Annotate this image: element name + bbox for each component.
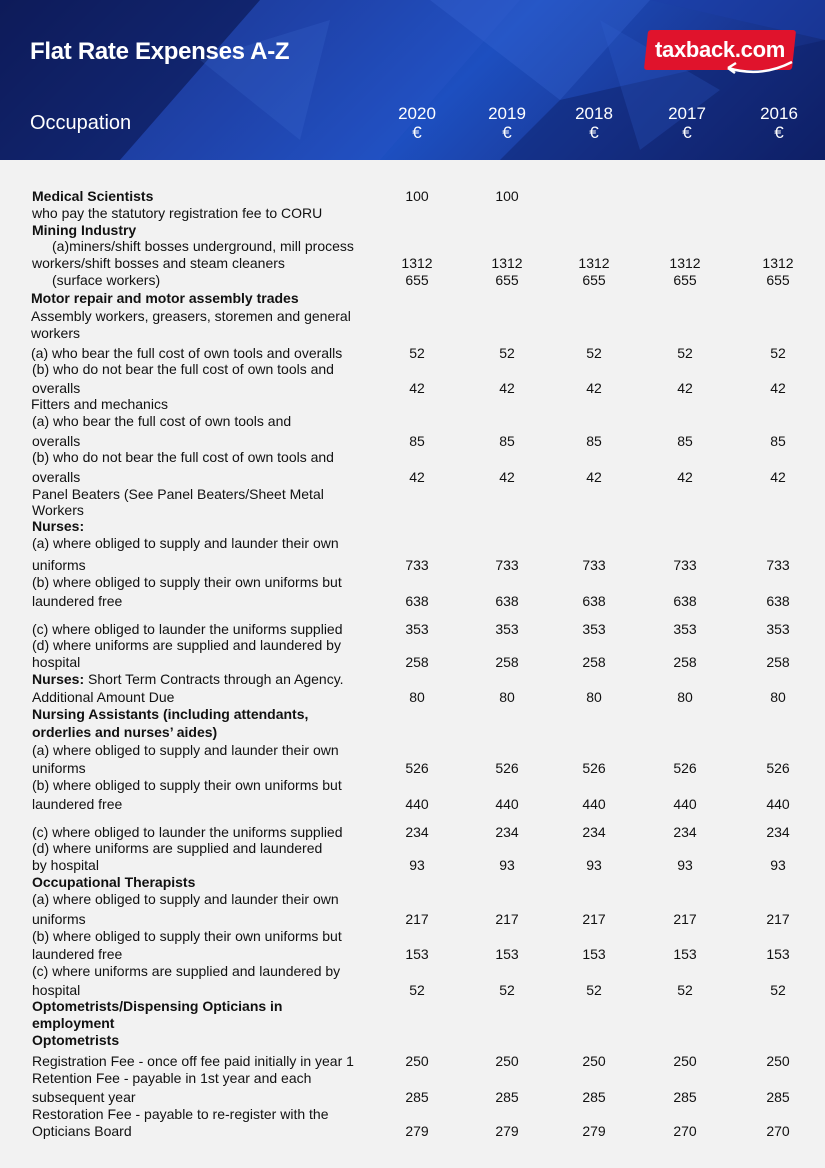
amount-cell: 285 [582, 1089, 606, 1105]
occupation-line: employment [32, 1015, 115, 1031]
occupation-line: Fitters and mechanics [31, 396, 168, 412]
occupation-line: laundered free [32, 593, 123, 609]
amount-cell: 42 [499, 469, 515, 485]
amount-cell: 42 [586, 469, 602, 485]
year-label: 2018 [575, 104, 613, 123]
occupation-line: orderlies and nurses’ aides) [32, 724, 218, 740]
occupation-line: (b) where obliged to supply their own uniforms but [32, 777, 342, 793]
occupation-line: (a) where obliged to supply and launder their own [32, 535, 339, 551]
amount-cell: 655 [582, 272, 606, 288]
occupation-line: Optometrists/Dispensing Opticians in [32, 998, 283, 1014]
amount-cell: 52 [770, 345, 786, 361]
amount-cell: 733 [766, 557, 790, 573]
occupation-line: (a) where obliged to supply and launder their own [32, 742, 339, 758]
occupation-line: Nurses: [32, 518, 85, 534]
amount-cell: 655 [495, 272, 519, 288]
amount-cell: 285 [495, 1089, 519, 1105]
occupation-line: (b) where obliged to supply their own uniforms but [32, 574, 342, 590]
amount-cell: 42 [499, 380, 515, 396]
amount-cell: 42 [409, 380, 425, 396]
occupation-line: laundered free [32, 946, 123, 962]
year-column-header [477, 104, 537, 142]
occupation-line: subsequent year [32, 1089, 136, 1105]
occupation-line: (surface workers) [52, 272, 161, 288]
amount-cell: 217 [766, 911, 790, 927]
amount-cell: 93 [409, 857, 425, 873]
amount-cell: 100 [495, 188, 519, 204]
occupation-line: workers/shift bosses and steam cleaners [32, 255, 285, 271]
occupation-line: Assembly workers, greasers, storemen and general [31, 308, 351, 324]
year-column-header [387, 104, 447, 142]
occupation-header: Occupation [30, 112, 132, 134]
amount-cell: 638 [582, 593, 606, 609]
occupation-line: (b) who do not bear the full cost of own tools and [32, 361, 334, 377]
amount-cell: 353 [673, 621, 697, 637]
amount-cell: 638 [766, 593, 790, 609]
occupation-line: Occupational Therapists [32, 874, 196, 890]
occupation-line: (b) who do not bear the full cost of own tools and [32, 449, 334, 465]
amount-cell: 440 [673, 796, 697, 812]
year-column-header [564, 104, 624, 142]
amount-cell: 258 [495, 654, 519, 670]
occupation-line: (c) where obliged to launder the uniforms supplied [32, 621, 343, 637]
occupation-line: (c) where uniforms are supplied and laundered by [32, 963, 341, 979]
logo-text: taxback.com [655, 37, 785, 62]
amount-cell: 440 [582, 796, 606, 812]
amount-cell: 234 [582, 824, 606, 840]
amount-cell: 258 [673, 654, 697, 670]
amount-cell: 85 [499, 433, 515, 449]
amount-cell: 52 [586, 982, 602, 998]
amount-cell: 733 [673, 557, 697, 573]
amount-cell: 1312 [491, 255, 523, 271]
amount-cell: 85 [409, 433, 425, 449]
amount-cell: 250 [405, 1053, 429, 1069]
occupation-line: (d) where uniforms are supplied and laundered by [32, 637, 341, 653]
amount-cell: 52 [409, 982, 425, 998]
header-banner [0, 0, 825, 160]
amount-cell: 258 [582, 654, 606, 670]
occupation-line: Opticians Board [32, 1123, 132, 1139]
amount-cell: 52 [586, 345, 602, 361]
amount-cell: 52 [499, 345, 515, 361]
amount-cell: 153 [582, 946, 606, 962]
amount-cell: 234 [405, 824, 429, 840]
amount-cell: 42 [586, 380, 602, 396]
amount-cell: 217 [495, 911, 519, 927]
taxback-logo [646, 30, 794, 76]
occupation-line [32, 671, 344, 687]
amount-cell: 353 [405, 621, 429, 637]
occupation-line: (a) who bear the full cost of own tools and [32, 413, 292, 429]
occupation-line: Optometrists [32, 1032, 120, 1048]
amount-cell: 250 [673, 1053, 697, 1069]
amount-cell: 526 [405, 760, 429, 776]
amount-cell: 85 [677, 433, 693, 449]
amount-cell: 279 [405, 1123, 429, 1139]
amount-cell: 279 [495, 1123, 519, 1139]
amount-cell: 440 [495, 796, 519, 812]
amount-cell: 250 [766, 1053, 790, 1069]
occupation-line: (b) where obliged to supply their own uniforms but [32, 928, 342, 944]
amount-cell: 93 [770, 857, 786, 873]
amount-cell: 526 [582, 760, 606, 776]
currency-symbol: € [412, 123, 422, 142]
amount-cell: 285 [405, 1089, 429, 1105]
swoosh-arrow-icon [726, 60, 796, 76]
occupation-line: uniforms [32, 911, 86, 927]
occupation-line: Panel Beaters (See Panel Beaters/Sheet Metal [32, 486, 324, 502]
amount-cell: 93 [586, 857, 602, 873]
amount-cell: 353 [495, 621, 519, 637]
amount-cell: 279 [582, 1123, 606, 1139]
currency-symbol: € [589, 123, 599, 142]
amount-cell: 655 [673, 272, 697, 288]
amount-cell: 353 [766, 621, 790, 637]
amount-cell: 655 [405, 272, 429, 288]
occupation-line: Registration Fee - once off fee paid initially in year 1 [32, 1053, 354, 1069]
occupation-line: hospital [32, 982, 81, 998]
occupation-line: overalls [32, 469, 81, 485]
amount-cell: 85 [586, 433, 602, 449]
occupation-detail: Short Term Contracts through an Agency. [88, 671, 344, 687]
occupation-line: overalls [32, 380, 81, 396]
amount-cell: 42 [677, 380, 693, 396]
amount-cell: 526 [673, 760, 697, 776]
amount-cell: 1312 [578, 255, 610, 271]
amount-cell: 80 [586, 689, 602, 705]
amount-cell: 250 [495, 1053, 519, 1069]
amount-cell: 638 [673, 593, 697, 609]
amount-cell: 526 [766, 760, 790, 776]
amount-cell: 655 [766, 272, 790, 288]
amount-cell: 1312 [669, 255, 701, 271]
occupation-line: (c) where obliged to launder the uniforms supplied [32, 824, 343, 840]
amount-cell: 153 [405, 946, 429, 962]
occupation-line: Mining Industry [32, 222, 137, 238]
amount-cell: 42 [770, 469, 786, 485]
amount-cell: 733 [495, 557, 519, 573]
amount-cell: 80 [770, 689, 786, 705]
amount-cell: 217 [405, 911, 429, 927]
amount-cell: 93 [499, 857, 515, 873]
occupation-line: laundered free [32, 796, 123, 812]
amount-cell: 258 [766, 654, 790, 670]
amount-cell: 52 [677, 982, 693, 998]
year-label: 2020 [398, 104, 436, 123]
amount-cell: 42 [677, 469, 693, 485]
year-label: 2016 [760, 104, 798, 123]
year-column-header [749, 104, 809, 142]
amount-cell: 234 [673, 824, 697, 840]
amount-cell: 526 [495, 760, 519, 776]
occupation-line: (a)miners/shift bosses underground, mill process [52, 238, 354, 254]
amount-cell: 42 [409, 469, 425, 485]
amount-cell: 234 [766, 824, 790, 840]
occupation-line: Retention Fee - payable in 1st year and each [32, 1070, 312, 1086]
amount-cell: 153 [766, 946, 790, 962]
amount-cell: 440 [405, 796, 429, 812]
occupation-line: uniforms [32, 760, 86, 776]
amount-cell: 270 [673, 1123, 697, 1139]
occupation-line: Nursing Assistants (including attendants, [32, 706, 309, 722]
amount-cell: 217 [582, 911, 606, 927]
amount-cell: 353 [582, 621, 606, 637]
amount-cell: 217 [673, 911, 697, 927]
occupation-line: Motor repair and motor assembly trades [31, 290, 299, 306]
currency-symbol: € [502, 123, 512, 142]
amount-cell: 440 [766, 796, 790, 812]
occupation-line: overalls [32, 433, 81, 449]
occupation-line: by hospital [32, 857, 99, 873]
amount-cell: 52 [770, 982, 786, 998]
amount-cell: 1312 [401, 255, 433, 271]
occupation-line: (a) where obliged to supply and launder their own [32, 891, 339, 907]
amount-cell: 42 [770, 380, 786, 396]
amount-cell: 80 [677, 689, 693, 705]
occupation-line: (d) where uniforms are supplied and laundered [32, 840, 323, 856]
amount-cell: 733 [405, 557, 429, 573]
amount-cell: 285 [766, 1089, 790, 1105]
amount-cell: 80 [409, 689, 425, 705]
occupation-line: Additional Amount Due [32, 689, 175, 705]
page-title: Flat Rate Expenses A-Z [30, 38, 290, 65]
currency-symbol: € [774, 123, 784, 142]
amount-cell: 52 [409, 345, 425, 361]
amount-cell: 153 [495, 946, 519, 962]
amount-cell: 1312 [762, 255, 794, 271]
amount-cell: 285 [673, 1089, 697, 1105]
amount-cell: 234 [495, 824, 519, 840]
amount-cell: 153 [673, 946, 697, 962]
occupation-prefix: Nurses: [32, 671, 89, 687]
occupation-line: hospital [32, 654, 81, 670]
amount-cell: 100 [405, 188, 429, 204]
amount-cell: 250 [582, 1053, 606, 1069]
occupation-line: workers [31, 325, 81, 341]
occupation-line: Medical Scientists [32, 188, 154, 204]
occupation-line: who pay the statutory registration fee to CORU [32, 205, 323, 221]
occupation-line: Restoration Fee - payable to re-register with the [32, 1106, 329, 1122]
occupation-line: (a) who bear the full cost of own tools and overalls [31, 345, 343, 361]
amount-cell: 52 [499, 982, 515, 998]
amount-cell: 52 [677, 345, 693, 361]
amount-cell: 85 [770, 433, 786, 449]
amount-cell: 733 [582, 557, 606, 573]
year-label: 2019 [488, 104, 526, 123]
amount-cell: 258 [405, 654, 429, 670]
amount-cell: 270 [766, 1123, 790, 1139]
amount-cell: 80 [499, 689, 515, 705]
year-label: 2017 [668, 104, 706, 123]
amount-cell: 638 [405, 593, 429, 609]
amount-cell: 638 [495, 593, 519, 609]
amount-cell: 93 [677, 857, 693, 873]
year-column-header [657, 104, 717, 142]
currency-symbol: € [682, 123, 692, 142]
occupation-line: Workers [32, 502, 84, 518]
occupation-line: uniforms [32, 557, 86, 573]
